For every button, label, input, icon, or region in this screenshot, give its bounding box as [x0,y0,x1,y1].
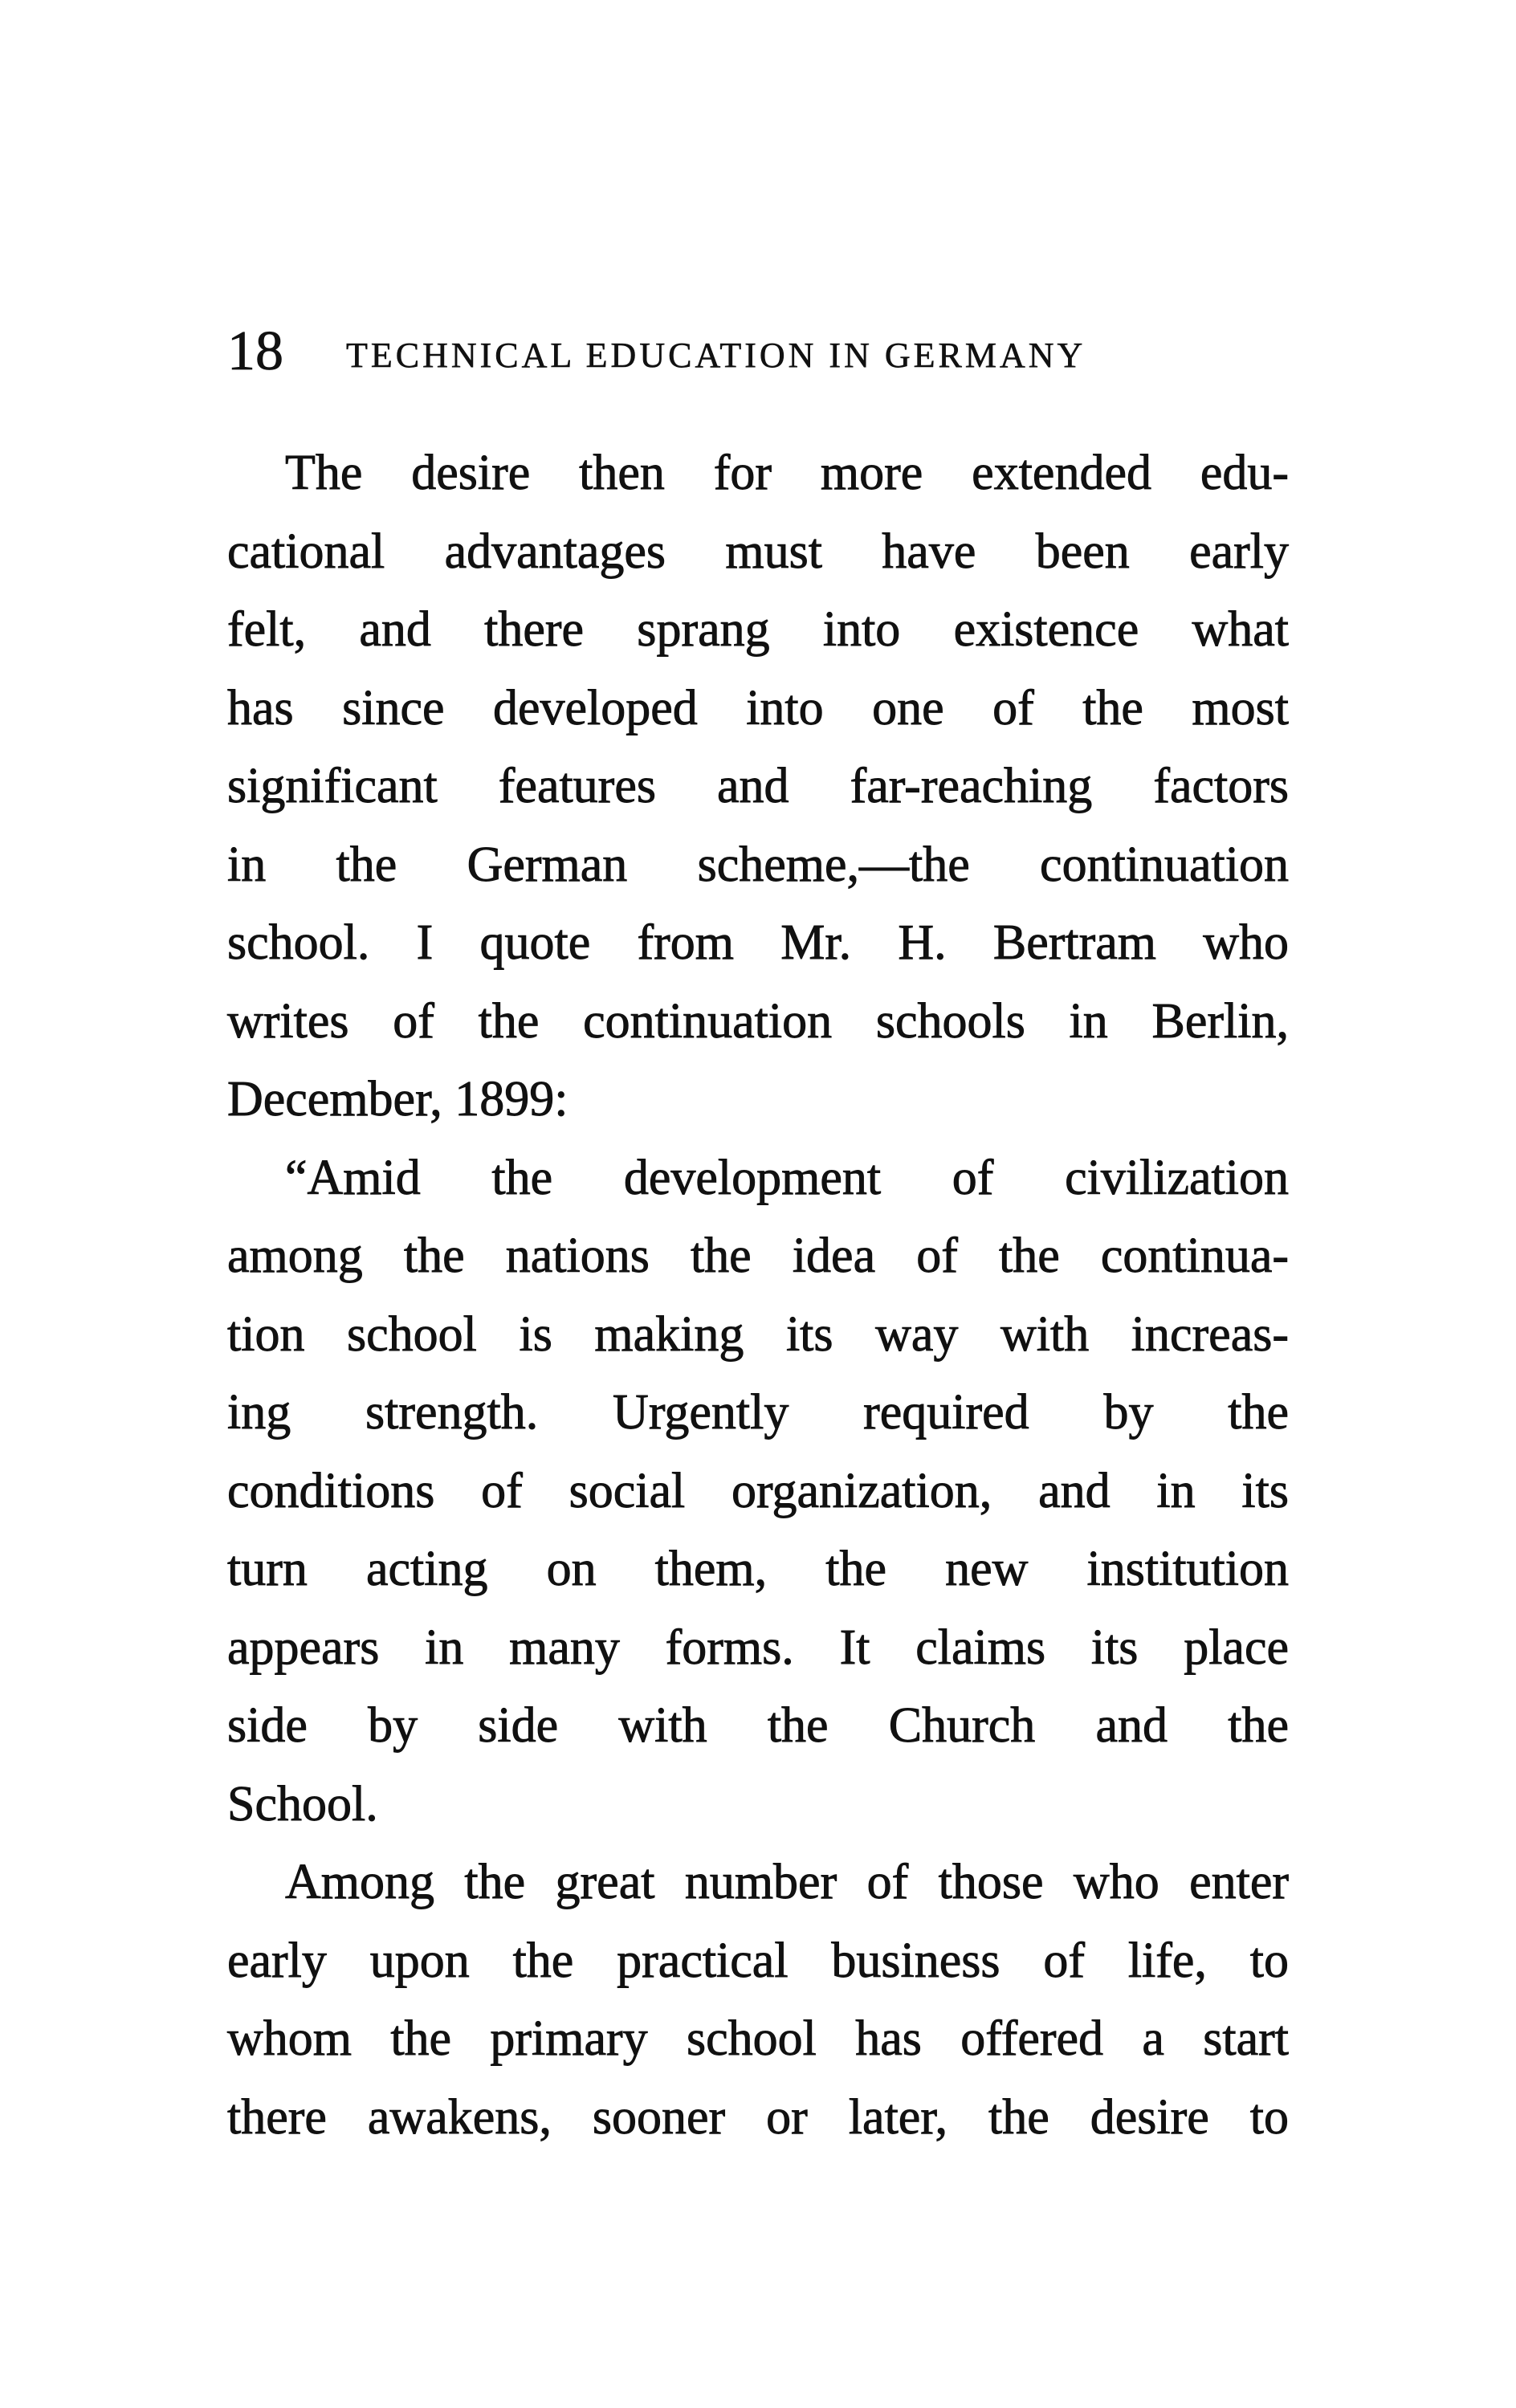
text-line: tion school is making its way with increas- [227,1306,1289,1362]
text-line: December, 1899: [227,1072,568,1127]
text-line: early upon the practical business of life, to [227,1933,1289,1988]
text-line: turn acting on them, the new institution [227,1542,1289,1596]
text-line: appears in many forms. It claims its place [227,1620,1289,1675]
text-line: school. I quote from Mr. H. Bertram who [227,915,1289,970]
paragraph-2-quote [227,1139,1289,1844]
paragraph-3 [227,1844,1289,2157]
text-line: ing strength. Urgently required by the [227,1385,1289,1440]
text-line: there awakens, sooner or later, the desire to [227,2089,1289,2145]
text-line: among the nations the idea of the continua- [227,1228,1289,1283]
text-line: has since developed into one of the most [227,680,1289,735]
text-line: writes of the continuation schools in Berlin, [227,993,1289,1049]
running-title: TECHNICAL EDUCATION IN GERMANY [346,336,1086,375]
running-header [227,321,1289,382]
text-line: conditions of social organization, and in its [227,1463,1289,1518]
paragraph-1 [227,434,1289,1139]
text-line: significant features and far-reaching factors [227,759,1289,813]
page-number: 18 [227,320,283,382]
page-body [227,434,1289,2157]
text-line: whom the primary school has offered a start [227,2011,1289,2066]
text-line: Among the great number of those who enter [285,1855,1289,1909]
text-line: School. [227,1776,378,1831]
text-line: “Amid the development of civilization [285,1150,1289,1205]
text-line: cational advantages must have been early [227,524,1289,579]
text-line: felt, and there sprang into existence what [227,602,1289,657]
text-line: in the German scheme,—the continuation [227,837,1289,892]
text-line: The desire then for more extended edu- [285,446,1289,500]
text-line: side by side with the Church and the [227,1698,1289,1753]
